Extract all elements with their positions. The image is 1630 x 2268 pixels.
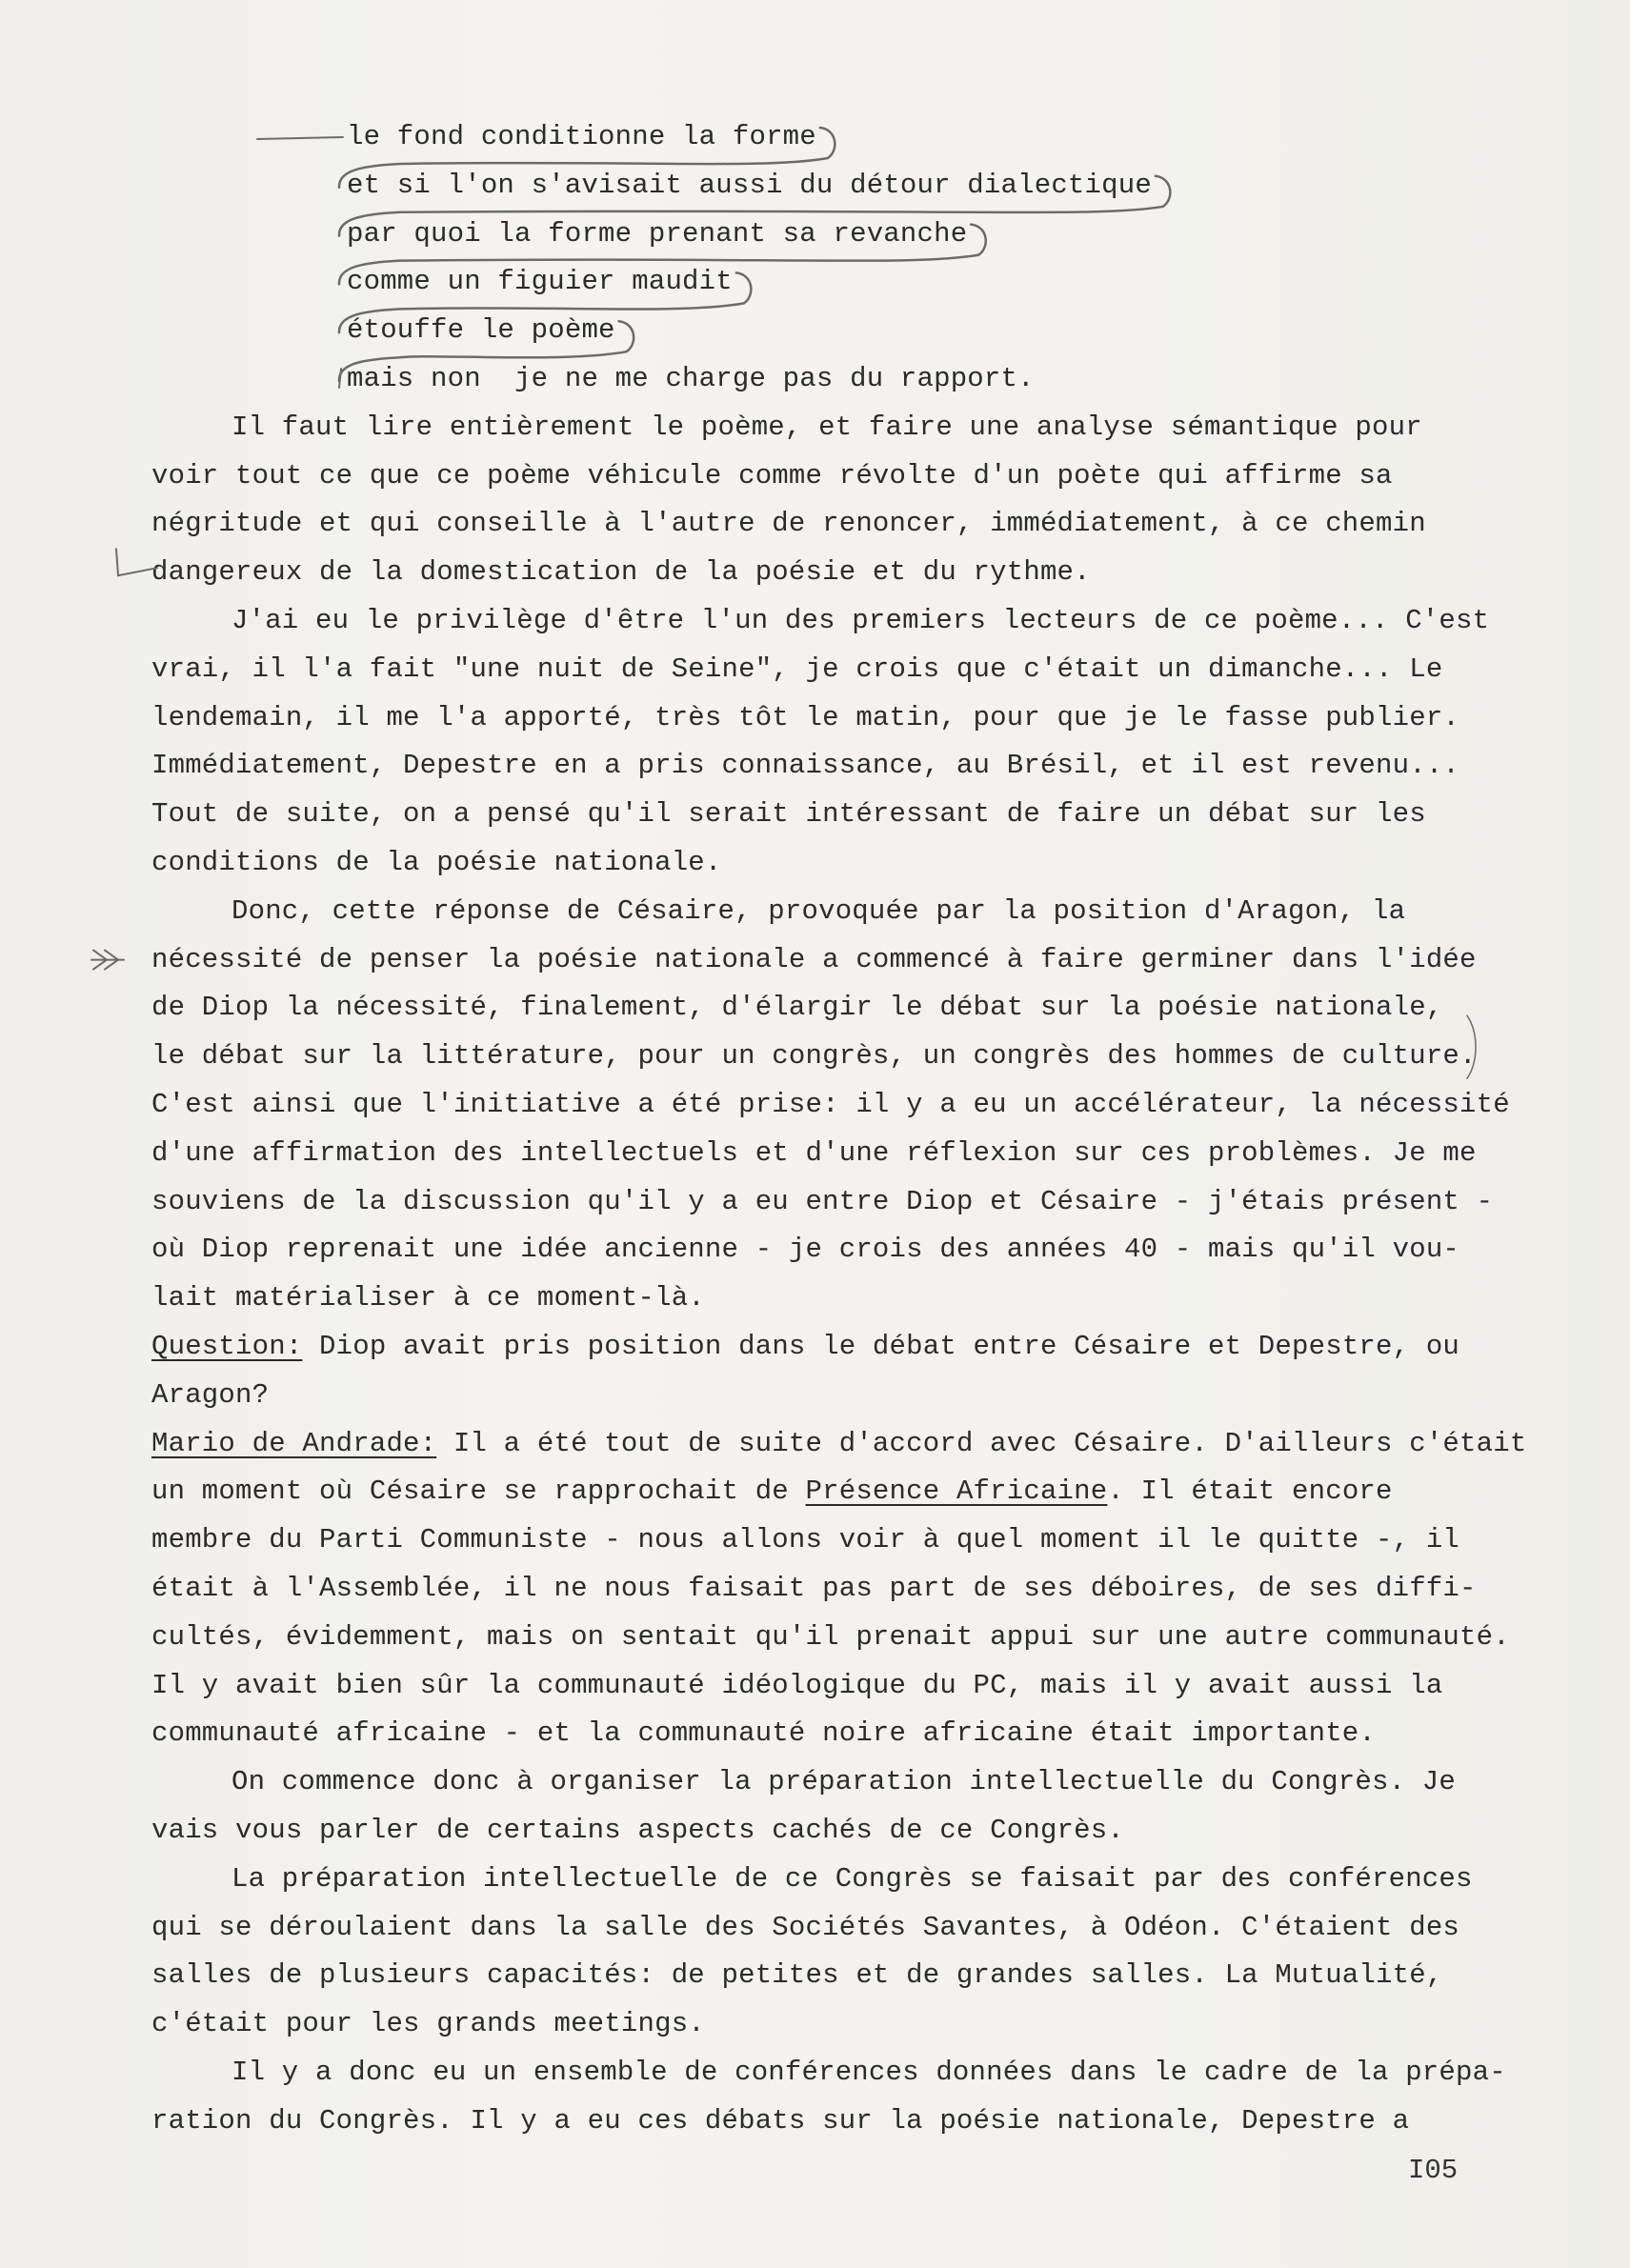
- text-line: [151, 549, 1091, 596]
- underlined-text: Mario de Andrade:: [151, 1427, 437, 1459]
- text-line: [151, 1081, 1510, 1129]
- text-segment: . Il était encore: [1107, 1475, 1393, 1508]
- text-line: [151, 936, 1477, 984]
- text-segment: Il faut lire entièrement le poème, et faire une analyse sémantique pour: [231, 411, 1422, 443]
- text-line: [151, 1130, 1477, 1177]
- text-segment: salles de plusieurs capacités: de petites et de grandes salles. La Mutualité,: [151, 1959, 1443, 1992]
- text-line: [151, 1323, 1459, 1371]
- text-segment: par quoi la forme prenant sa revanche: [347, 217, 968, 250]
- text-line: [231, 1758, 1456, 1806]
- text-segment: un moment où Césaire se rapprochait de: [151, 1475, 806, 1508]
- text-segment: voir tout ce que ce poème véhicule comme révolte d'un poète qui affirme sa: [151, 459, 1393, 492]
- text-line: [151, 1372, 269, 1419]
- text-line: [151, 1904, 1459, 1952]
- text-line: [151, 1516, 1459, 1564]
- text-line: [151, 1178, 1493, 1226]
- text-line: [151, 1420, 1526, 1468]
- text-line: [151, 742, 1459, 790]
- text-line: [151, 1033, 1477, 1080]
- text-segment: lendemain, il me l'a apporté, très tôt le matin, pour que je le fasse publier.: [151, 701, 1460, 733]
- text-segment: Immédiatement, Depestre en a pris connaissance, au Brésil, et il est revenu...: [151, 750, 1460, 782]
- poem-line: [347, 211, 967, 258]
- text-line: [231, 1856, 1473, 1903]
- text-segment: Aragon?: [151, 1378, 270, 1411]
- text-line: [151, 1614, 1510, 1661]
- text-line: [151, 791, 1426, 838]
- text-segment: comme un figuier maudit: [347, 266, 733, 298]
- text-line: [151, 839, 722, 887]
- text-segment: On commence donc à organiser la préparation intellectuelle du Congrès. Je: [231, 1766, 1457, 1798]
- poem-line: [347, 258, 733, 306]
- text-segment: dangereux de la domestication de la poésie et du rythme.: [151, 556, 1091, 589]
- text-segment: négritude et qui conseille à l'autre de renoncer, immédiatement, à ce chemin: [151, 508, 1426, 540]
- double-chevron-icon: [91, 951, 124, 970]
- poem-line: [347, 113, 816, 161]
- text-segment: c'était pour les grands meetings.: [151, 2008, 705, 2040]
- text-segment: vais vous parler de certains aspects cachés de ce Congrès.: [151, 1815, 1124, 1846]
- leading-dash-mark: [257, 137, 343, 139]
- text-segment: ration du Congrès. Il y a eu ces débats sur la poésie nationale, Depestre a: [151, 2104, 1410, 2137]
- text-segment: étouffe le poème: [347, 314, 615, 347]
- text-segment: le fond conditionne la forme: [347, 121, 816, 152]
- text-segment: qui se déroulaient dans la salle des Sociétés Savantes, à Odéon. C'étaient des: [151, 1911, 1460, 1943]
- text-line: [231, 404, 1422, 452]
- text-line: [151, 1807, 1124, 1855]
- text-line: [151, 452, 1393, 500]
- text-line: [151, 984, 1442, 1032]
- underlined-text: Présence Africaine: [805, 1475, 1108, 1508]
- text-line: [151, 1226, 1459, 1274]
- poem-line: [347, 355, 1035, 403]
- text-line: [151, 2097, 1409, 2145]
- text-line: [151, 2000, 705, 2048]
- text-line: [151, 1952, 1442, 1999]
- text-line: [151, 1565, 1477, 1613]
- page-number: I05: [1408, 2155, 1459, 2186]
- text-segment: conditions de la poésie nationale.: [151, 847, 722, 878]
- text-segment: Il y a donc eu un ensemble de conférences données dans le cadre de la prépa-: [231, 2057, 1506, 2088]
- text-segment: membre du Parti Communiste - nous allons voir à quel moment il le quitte -, il: [151, 1524, 1460, 1556]
- text-line: [151, 694, 1459, 742]
- text-segment: C'est ainsi que l'initiative a été prise: il y a eu un accélérateur, la nécessité: [151, 1089, 1510, 1120]
- poem-line: [347, 307, 615, 354]
- poem-line: [347, 162, 1152, 210]
- text-segment: Il a été tout de suite d'accord avec Césaire. D'ailleurs c'était: [436, 1427, 1527, 1459]
- text-line: [231, 888, 1405, 935]
- text-segment: Il y avait bien sûr la communauté idéologique du PC, mais il y avait aussi la: [151, 1669, 1443, 1701]
- text-segment: J'ai eu le privilège d'être l'un des premiers lecteurs de ce poème... C'est: [231, 605, 1490, 636]
- text-segment: le débat sur la littérature, pour un congrès, un congrès des hommes de culture.: [151, 1040, 1477, 1073]
- text-line: [151, 1662, 1442, 1710]
- text-segment: La préparation intellectuelle de ce Congrès se faisait par des conférences: [231, 1862, 1473, 1895]
- text-segment: communauté africaine - et la communauté noire africaine était importante.: [151, 1717, 1377, 1750]
- text-segment: souviens de la discussion qu'il y a eu entre Diop et Césaire - j'étais présent -: [151, 1185, 1494, 1217]
- text-line: [151, 1710, 1376, 1757]
- text-line: [151, 500, 1426, 548]
- text-segment: Tout de suite, on a pensé qu'il serait intéressant de faire un débat sur les: [151, 798, 1426, 831]
- text-line: [231, 597, 1489, 645]
- text-segment: d'une affirmation des intellectuels et d'une réflexion sur ces problèmes. Je me: [151, 1136, 1477, 1169]
- text-segment: était à l'Assemblée, il ne nous faisait pas part de ses déboires, de ses diffi-: [151, 1573, 1477, 1604]
- text-line: [151, 646, 1442, 693]
- text-segment: vrai, il l'a fait "une nuit de Seine", je crois que c'était un dimanche... Le: [151, 652, 1443, 685]
- text-segment: nécessité de penser la poésie nationale a commencé à faire germiner dans l'idée: [151, 943, 1477, 975]
- text-line: [151, 1468, 1393, 1515]
- text-segment: Diop avait pris position dans le débat entre Césaire et Depestre, ou: [302, 1331, 1460, 1362]
- text-line: [231, 2049, 1506, 2097]
- text-segment: de Diop la nécessité, finalement, d'élargir le débat sur la poésie nationale,: [151, 992, 1443, 1024]
- text-segment: mais non je ne me charge pas du rapport.: [347, 363, 1035, 394]
- text-segment: où Diop reprenait une idée ancienne - je crois des années 40 - mais qu'il vou-: [151, 1234, 1460, 1266]
- text-segment: lait matérialiser à ce moment-là.: [151, 1282, 705, 1315]
- text-segment: Donc, cette réponse de Césaire, provoquée par la position d'Aragon, la: [231, 894, 1406, 927]
- text-line: [151, 1274, 705, 1322]
- text-segment: et si l'on s'avisait aussi du détour dialectique: [347, 169, 1152, 201]
- underlined-text: Question:: [151, 1331, 303, 1362]
- poem-loop-mark: [339, 369, 341, 388]
- text-segment: cultés, évidemment, mais on sentait qu'il prenait appui sur une autre communauté.: [151, 1620, 1510, 1653]
